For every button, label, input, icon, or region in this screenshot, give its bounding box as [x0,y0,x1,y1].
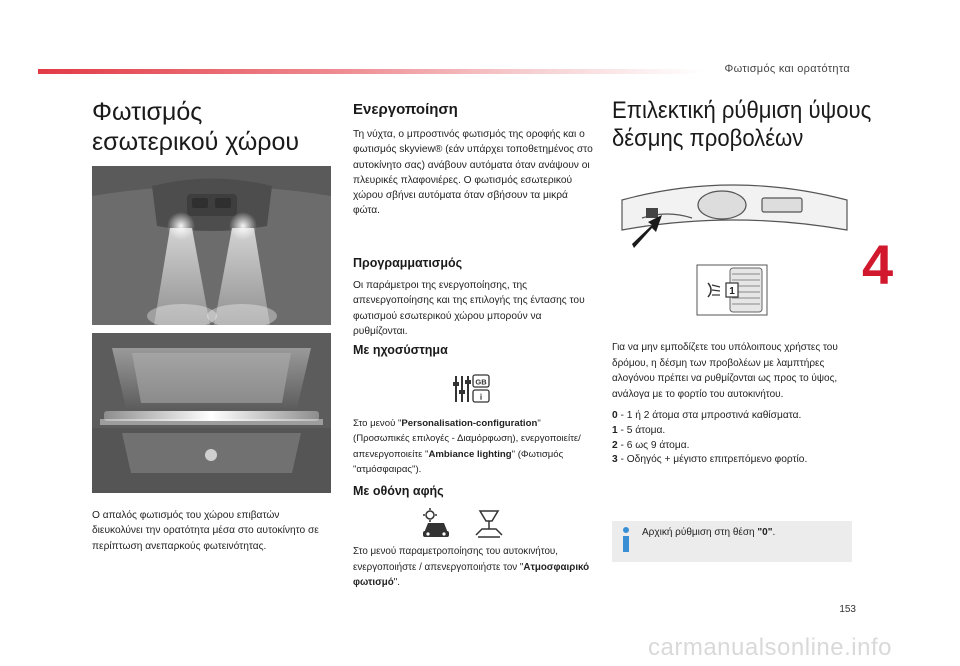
audio-settings-icon [452,372,492,406]
dashboard-headlamp-knob-illustration [612,170,852,320]
touchscreen-heading: Με οθόνη αφής [353,484,444,498]
text-fragment: " (Φωτισμός "ατμόσφαιρας"). [353,448,564,476]
section-title-interior-lighting [92,98,299,157]
text-fragment: Στο μενού παραμετροποίησης του αυτοκινήτου, ενεργοποιήστε / απενεργοποιήστε τον " [353,546,558,573]
list-item [612,424,852,439]
skyview-ambient-light-photo [92,333,331,493]
title-line: Φωτισμός [92,98,203,126]
activation-heading: Ενεργοποίηση [353,101,458,118]
headlamp-settings-list [612,409,852,468]
info-badge-label: i [479,392,483,402]
chapter-title: Φωτισμός και ορατότητα [724,63,850,75]
activation-text: Τη νύχτα, ο μπροστινός φωτισμός της οροφής και ο φωτισμός skyview® (εάν υπάρχει τοποθετημένος στο αυτοκίνητο σας) ανάβουν αυτόματα όταν ανάψουν οι πλευρικές πλαφονιέρες. Ο φωτισμός εσωτερικού χώρου σβήνει αυτόματα όταν σβήσουν τα μικρά φώτα. [353,129,593,217]
text-fragment: . [772,527,776,538]
option-name: Ατμοσφαιρικό φωτισμό [353,561,590,589]
text-fragment: " (Προσωπικές επιλογές - Διαμόρφωση), ενεργοποιείτε/απενεργοποιείτε " [353,418,581,460]
list-item [612,439,852,454]
text-fragment: ". [393,577,400,589]
info-note-box [612,521,852,562]
audio-system-text [353,416,593,477]
page-number: 153 [839,604,856,615]
headlamp-adjustment-text: Για να μην εμποδίζετε του υπόλοιπους χρήστες του δρόμου, η δέσμη των προβολέων με λαμπτήρες αλογόνου πρέπει να ρυθμίζονται ως προς το ύψος, ανάλογα με το φορτίο του αυτοκινήτου. [612,342,838,400]
info-icon [620,526,632,559]
gb-badge-label: GB [475,377,487,387]
front-ceiling-light-photo [92,166,331,325]
setting-key: 2 [612,439,618,451]
setting-text: - 1 ή 2 άτομα στα μπροστινά καθίσματα. [617,410,802,421]
default-setting-value: "0" [757,527,773,538]
setting-text: - Οδηγός + μέγιστο επιτρεπόμενο φορτίο. [617,454,808,466]
programming-text: Οι παράμετροι της ενεργοποίησης, της απενεργοποίησης και της επιλογής της έντασης του φωτισμού εσωτερικού χώρου μπορούν να ρυθμίζονται. [353,280,585,337]
watermark-text: carmanualsonline.info [648,634,892,661]
menu-name: Personalisation-configuration [401,418,538,429]
title-line: δέσμης προβολέων [612,125,804,153]
list-item [612,409,852,424]
setting-key: 1 [612,424,618,436]
text-fragment: Στο μενού " [353,418,402,429]
header-accent-bar [38,69,702,74]
option-name: Ambiance lighting [428,448,512,460]
vehicle-settings-icon [420,507,516,539]
programming-heading: Προγραμματισμός [353,256,463,270]
interior-lighting-description: Ο απαλός φωτισμός του χώρου επιβατών διευκολύνει την ορατότητα μέσα στο αυτοκίνητο σε περίπτωση ανεπαρκούς φωτεινότητας. [92,510,319,552]
info-note-text [642,527,775,538]
section-title-headlamp-adjustment [612,97,871,154]
touchscreen-text [353,544,593,591]
text-fragment: Αρχική ρύθμιση στη θέση [642,527,758,538]
list-item [612,453,852,468]
setting-key: 3 [612,454,618,466]
setting-text: - 5 άτομα. [617,424,666,436]
setting-text: - 6 ως 9 άτομα. [617,439,690,451]
knob-position-label: 1 [729,286,735,297]
setting-key: 0 [612,410,618,421]
chapter-number: 4 [862,233,894,296]
audio-system-heading: Με ηχοσύστημα [353,343,448,357]
title-line: εσωτερικού χώρου [92,127,300,156]
title-line: Επιλεκτική ρύθμιση ύψους [612,97,872,124]
